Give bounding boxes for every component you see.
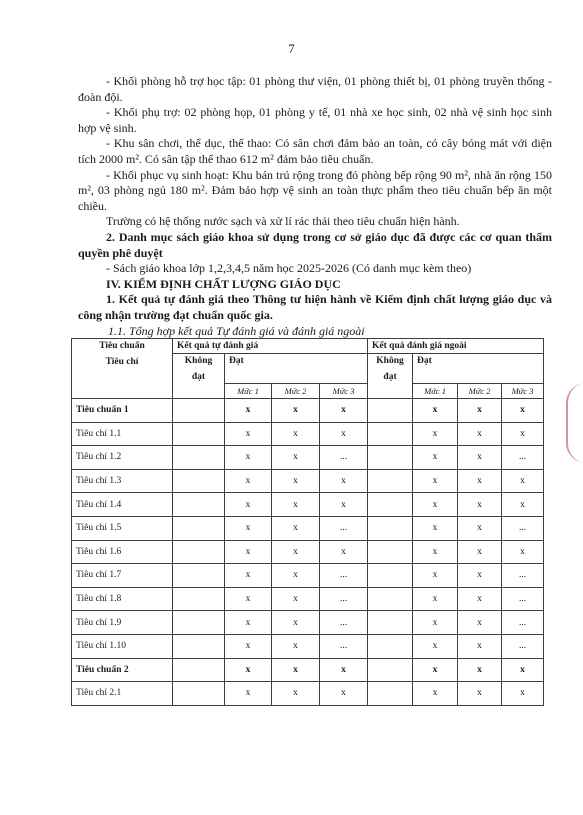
- ext-cell-level-2: x: [458, 446, 502, 470]
- self-cell-level-1: x: [225, 399, 272, 423]
- self-cell-level-3: ...: [320, 516, 368, 540]
- criterion-row: [72, 682, 544, 706]
- ext-cell-level-1: x: [413, 682, 458, 706]
- self-cell-level-2: x: [272, 634, 320, 658]
- header-ext-level-1: Mức 1: [413, 384, 458, 399]
- paragraph-playground: - Khu sân chơi, thể dục, thể thao: Có sân chơi đảm bảo an toàn, có cây bóng mát với diện tích 2000 m². Có sân tập thể thao 612 m² đảm bảo tiêu chuẩn.: [78, 136, 552, 166]
- document-body: [78, 74, 552, 339]
- ext-cell-level-3: ...: [502, 516, 544, 540]
- ext-cell-not-met: [368, 682, 413, 706]
- criterion-row: [72, 516, 544, 540]
- self-cell-level-1: x: [225, 634, 272, 658]
- self-cell-level-3: ...: [320, 587, 368, 611]
- ext-cell-level-1: x: [413, 564, 458, 588]
- criterion-row: [72, 611, 544, 635]
- self-cell-not-met: [173, 634, 225, 658]
- row-name: Tiêu chí 1.6: [72, 540, 173, 564]
- criterion-row: [72, 634, 544, 658]
- self-cell-level-3: ...: [320, 564, 368, 588]
- ext-cell-level-3: ...: [502, 611, 544, 635]
- self-cell-not-met: [173, 611, 225, 635]
- ext-cell-level-1: x: [413, 516, 458, 540]
- ext-cell-level-1: x: [413, 540, 458, 564]
- row-name: Tiêu chí 1.8: [72, 587, 173, 611]
- header-standard: Tiêu chuẩn: [99, 341, 145, 351]
- ext-cell-level-1: x: [413, 611, 458, 635]
- row-name: Tiêu chí 2.1: [72, 682, 173, 706]
- self-cell-level-2: x: [272, 540, 320, 564]
- ext-cell-level-2: x: [458, 540, 502, 564]
- row-name: Tiêu chí 1.10: [72, 634, 173, 658]
- row-name: Tiêu chí 1.2: [72, 446, 173, 470]
- ext-cell-not-met: [368, 587, 413, 611]
- ext-cell-not-met: [368, 540, 413, 564]
- self-cell-level-2: x: [272, 469, 320, 493]
- ext-cell-not-met: [368, 469, 413, 493]
- ext-cell-not-met: [368, 658, 413, 682]
- self-cell-level-1: x: [225, 422, 272, 446]
- self-cell-level-2: x: [272, 587, 320, 611]
- row-name: Tiêu chuẩn 2: [72, 658, 173, 682]
- self-cell-level-3: ...: [320, 634, 368, 658]
- self-cell-level-2: x: [272, 493, 320, 517]
- row-name: Tiêu chí 1.1: [72, 422, 173, 446]
- self-cell-level-1: x: [225, 658, 272, 682]
- criterion-row: [72, 422, 544, 446]
- paragraph-learning-support: - Khối phòng hỗ trợ học tập: 01 phòng thư viện, 01 phòng thiết bị, 01 phòng truyền thống - đoàn đội.: [78, 74, 552, 104]
- self-cell-level-1: x: [225, 682, 272, 706]
- ext-cell-level-3: x: [502, 493, 544, 517]
- ext-cell-level-2: x: [458, 682, 502, 706]
- self-cell-level-1: x: [225, 516, 272, 540]
- self-cell-not-met: [173, 422, 225, 446]
- ext-cell-level-3: x: [502, 399, 544, 423]
- table-caption: 1.1. Tổng hợp kết quả Tự đánh giá và đánh giá ngoài: [108, 323, 365, 338]
- ext-cell-level-1: x: [413, 587, 458, 611]
- paragraph-water-system: Trường có hệ thống nước sạch và xử lí rác thải theo tiêu chuẩn hiện hành.: [106, 214, 460, 229]
- ext-cell-level-3: ...: [502, 634, 544, 658]
- ext-cell-level-2: x: [458, 634, 502, 658]
- header-ext-not-met: Không đạt: [368, 354, 413, 399]
- ext-cell-level-2: x: [458, 493, 502, 517]
- ext-cell-level-3: ...: [502, 587, 544, 611]
- header-self-not-met: Không đạt: [173, 354, 225, 399]
- self-cell-level-3: x: [320, 493, 368, 517]
- self-cell-not-met: [173, 399, 225, 423]
- criterion-row: [72, 564, 544, 588]
- self-cell-level-3: x: [320, 658, 368, 682]
- paragraph-textbooks: - Sách giáo khoa lớp 1,2,3,4,5 năm học 2025-2026 (Có danh mục kèm theo): [106, 261, 472, 276]
- self-cell-level-1: x: [225, 587, 272, 611]
- self-cell-level-2: x: [272, 564, 320, 588]
- paragraph-living-services: - Khối phục vụ sinh hoạt: Khu bán trú rộng trong đó phòng bếp rộng 90 m², nhà ăn rộng 150 m², 03 phòng ngủ 180 m². Đảm bảo hợp vệ sinh an toàn thực phẩm theo tiêu chuẩn bếp ăn một chiều.: [78, 167, 552, 213]
- ext-cell-not-met: [368, 634, 413, 658]
- evaluation-table: [71, 338, 544, 706]
- ext-cell-not-met: [368, 564, 413, 588]
- ext-cell-level-1: x: [413, 658, 458, 682]
- self-cell-not-met: [173, 587, 225, 611]
- row-name: Tiêu chí 1.7: [72, 564, 173, 588]
- heading-self-evaluation: 1. Kết quả tự đánh giá theo Thông tư hiện hành về Kiểm định chất lượng giáo dục và công nhận trường đạt chuẩn quốc gia.: [78, 292, 552, 322]
- criterion-row: [72, 540, 544, 564]
- self-cell-level-3: ...: [320, 611, 368, 635]
- ext-cell-level-1: x: [413, 469, 458, 493]
- criterion-row: [72, 469, 544, 493]
- section-heading-quality: IV. KIỂM ĐỊNH CHẤT LƯỢNG GIÁO DỤC: [106, 276, 341, 291]
- page-number: 7: [288, 41, 295, 56]
- stamp-mark: [566, 383, 583, 463]
- ext-cell-level-3: x: [502, 658, 544, 682]
- ext-cell-level-1: x: [413, 422, 458, 446]
- header-self-level-1: Mức 1: [225, 384, 272, 399]
- ext-cell-level-2: x: [458, 611, 502, 635]
- header-ext-level-3: Mức 3: [502, 384, 544, 399]
- self-cell-level-2: x: [272, 611, 320, 635]
- self-cell-not-met: [173, 540, 225, 564]
- ext-cell-not-met: [368, 516, 413, 540]
- self-cell-level-1: x: [225, 611, 272, 635]
- ext-cell-level-2: x: [458, 516, 502, 540]
- self-cell-level-3: x: [320, 540, 368, 564]
- self-cell-level-1: x: [225, 564, 272, 588]
- ext-cell-level-2: x: [458, 399, 502, 423]
- ext-cell-level-3: ...: [502, 446, 544, 470]
- self-cell-not-met: [173, 516, 225, 540]
- row-name: Tiêu chuẩn 1: [72, 399, 173, 423]
- ext-cell-level-3: x: [502, 469, 544, 493]
- ext-cell-level-1: x: [413, 493, 458, 517]
- ext-cell-not-met: [368, 611, 413, 635]
- row-name: Tiêu chí 1.5: [72, 516, 173, 540]
- self-cell-level-3: x: [320, 469, 368, 493]
- self-cell-not-met: [173, 446, 225, 470]
- self-cell-not-met: [173, 493, 225, 517]
- header-self-eval: Kết quả tự đánh giá: [173, 339, 368, 354]
- table-body: [72, 399, 544, 706]
- ext-cell-not-met: [368, 422, 413, 446]
- ext-cell-level-1: x: [413, 399, 458, 423]
- row-name: Tiêu chí 1.9: [72, 611, 173, 635]
- self-cell-not-met: [173, 469, 225, 493]
- self-cell-level-2: x: [272, 682, 320, 706]
- ext-cell-level-2: x: [458, 587, 502, 611]
- heading-textbook-list: 2. Danh mục sách giáo khoa sử dụng trong cơ sở giáo dục đã được các cơ quan thẩm quyền phê duyệt: [78, 229, 552, 260]
- paragraph-auxiliary-rooms: - Khối phụ trợ: 02 phòng họp, 01 phòng y tế, 01 nhà xe học sinh, 02 nhà vệ sinh học sinh hợp vệ sinh.: [78, 105, 552, 135]
- header-ext-level-2: Mức 2: [458, 384, 502, 399]
- self-cell-level-2: x: [272, 446, 320, 470]
- ext-cell-not-met: [368, 446, 413, 470]
- standard-row: [72, 399, 544, 423]
- ext-cell-level-3: x: [502, 682, 544, 706]
- ext-cell-not-met: [368, 399, 413, 423]
- header-self-level-2: Mức 2: [272, 384, 320, 399]
- self-cell-level-3: x: [320, 422, 368, 446]
- criterion-row: [72, 446, 544, 470]
- ext-cell-level-3: ...: [502, 564, 544, 588]
- self-cell-level-2: x: [272, 422, 320, 446]
- ext-cell-level-3: x: [502, 540, 544, 564]
- self-cell-level-2: x: [272, 658, 320, 682]
- self-cell-level-1: x: [225, 446, 272, 470]
- header-ext-met: Đạt: [413, 354, 544, 384]
- self-cell-not-met: [173, 682, 225, 706]
- ext-cell-level-2: x: [458, 658, 502, 682]
- self-cell-level-1: x: [225, 469, 272, 493]
- self-cell-level-2: x: [272, 399, 320, 423]
- self-cell-level-1: x: [225, 493, 272, 517]
- self-cell-not-met: [173, 658, 225, 682]
- self-cell-level-1: x: [225, 540, 272, 564]
- row-name: Tiêu chí 1.4: [72, 493, 173, 517]
- ext-cell-level-2: x: [458, 564, 502, 588]
- self-cell-level-3: x: [320, 682, 368, 706]
- ext-cell-level-3: x: [502, 422, 544, 446]
- self-cell-not-met: [173, 564, 225, 588]
- ext-cell-level-2: x: [458, 469, 502, 493]
- ext-cell-not-met: [368, 493, 413, 517]
- header-external-eval: Kết quả đánh giá ngoài: [368, 339, 544, 354]
- ext-cell-level-1: x: [413, 634, 458, 658]
- ext-cell-level-2: x: [458, 422, 502, 446]
- self-cell-level-3: x: [320, 399, 368, 423]
- header-standard-criterion: [72, 339, 173, 399]
- standard-row: [72, 658, 544, 682]
- header-self-met: Đạt: [225, 354, 368, 384]
- criterion-row: [72, 493, 544, 517]
- self-cell-level-3: ...: [320, 446, 368, 470]
- ext-cell-level-1: x: [413, 446, 458, 470]
- header-criterion: Tiêu chí: [105, 357, 139, 367]
- header-self-level-3: Mức 3: [320, 384, 368, 399]
- row-name: Tiêu chí 1.3: [72, 469, 173, 493]
- criterion-row: [72, 587, 544, 611]
- self-cell-level-2: x: [272, 516, 320, 540]
